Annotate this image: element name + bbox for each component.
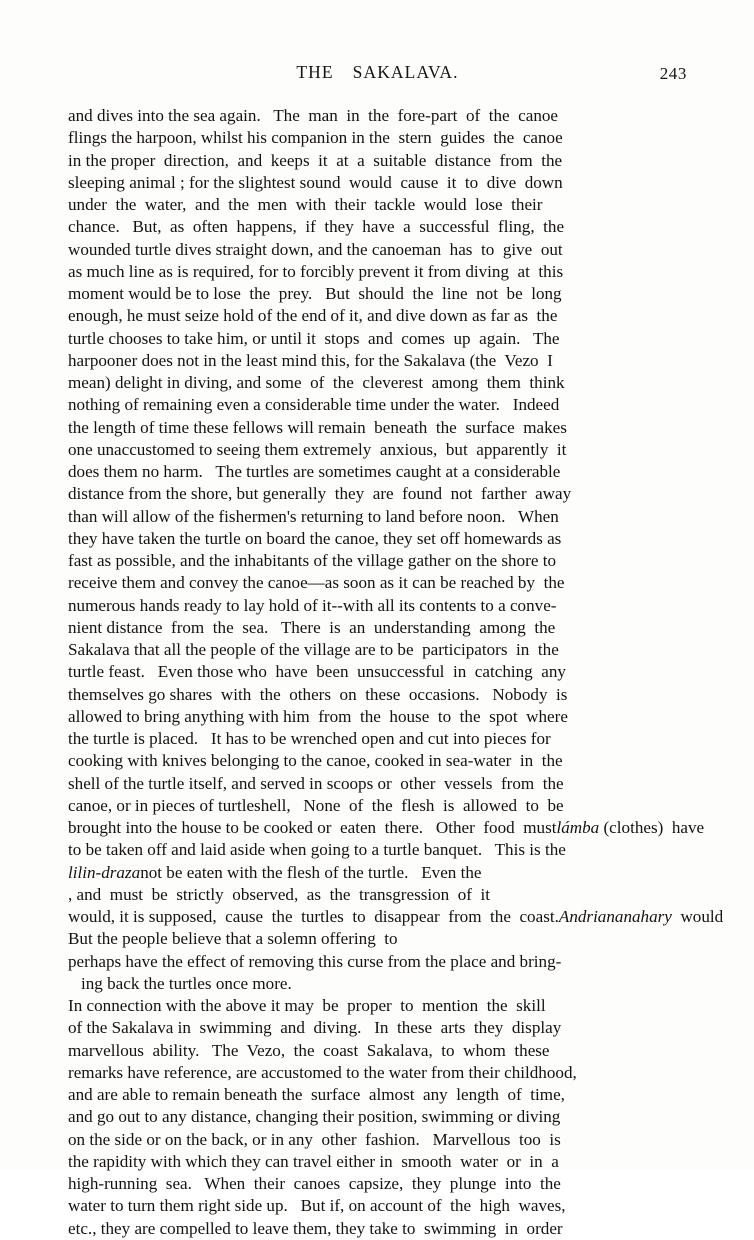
line-text-run: brought into the house to be cooked or eaten there. Other food must <box>68 818 557 837</box>
text-line: turtle feast. Even those who have been unsuccessful in catching any <box>68 662 566 682</box>
italic-term-andriananahary: Andriananahary <box>558 907 672 926</box>
text-line: and go out to any distance, changing their position, swimming or diving <box>68 1107 561 1127</box>
text-line: marvellous ability. The Vezo, the coast Sakalava, to whom these <box>68 1040 550 1060</box>
text-line: of the Sakalava in swimming and diving. In these arts they display <box>68 1018 562 1038</box>
text-line: canoe, or in pieces of turtleshell, None of the flesh is allowed to be <box>68 795 564 815</box>
paragraph-start-line <box>68 973 688 995</box>
text-line: under the water, and the men with their tackle would lose their <box>68 195 543 214</box>
text-line: Sakalava that all the people of the village are to be participators in the <box>68 640 559 659</box>
text-line: nient distance from the sea. There is an understanding among the <box>68 617 556 637</box>
running-head <box>68 62 687 88</box>
text-line: numerous hands ready to lay hold of it--with all its contents to a conve- <box>68 595 557 615</box>
page-title: THE SAKALAVA. <box>296 62 459 82</box>
line-text-run: would <box>671 907 724 926</box>
text-line: sleeping animal ; for the slightest sound would cause it to dive down <box>68 172 563 192</box>
line-text-run: would, it is supposed, cause the turtles to disappear from the coast. <box>68 907 559 926</box>
text-line: on the side or on the back, or in any other fashion. Marvellous too is <box>68 1129 561 1149</box>
text-line: harpooner does not in the least mind this, for the Sakalava (the Vezo I <box>68 350 553 370</box>
page-number: 243 <box>659 64 687 83</box>
text-line: and dives into the sea again. The man in the fore-part of the canoe <box>68 106 559 125</box>
italic-term-lilin-draza: lilin-draza <box>68 862 141 882</box>
text-line: allowed to bring anything with him from the house to the spot where <box>68 706 568 726</box>
text-line: flings the harpoon, whilst his companion in the stern guides the canoe <box>68 128 563 148</box>
text-line: they have taken the turtle on board the canoe, they set off homewards as <box>68 528 562 548</box>
text-line: than will allow of the fishermen's returning to land before noon. When <box>68 506 559 526</box>
text-line: as much line as is required, for to forcibly prevent it from diving at this <box>68 261 564 281</box>
line-text-run: ing back the turtles once more. <box>81 973 292 993</box>
text-line: nothing of remaining even a considerable time under the water. Indeed <box>68 395 560 415</box>
line-text-run: not be eaten with the flesh of the turtle. Even the <box>140 862 486 882</box>
text-line: fast as possible, and the inhabitants of the village gather on the shore to <box>68 551 556 570</box>
text-line: does them no harm. The turtles are sometimes caught at a considerable <box>68 462 561 481</box>
text-line: mean) delight in diving, and some of the cleverest among them think <box>68 373 565 392</box>
text-line: enough, he must seize hold of the end of it, and dive down as far as the <box>68 306 558 326</box>
text-line: themselves go shares with the others on these occasions. Nobody is <box>68 684 568 704</box>
text-line-with-italic <box>68 817 705 839</box>
text-line: In connection with the above it may be proper to mention the skill <box>68 996 546 1015</box>
line-text-run: (clothes) have <box>599 818 705 837</box>
text-line: perhaps have the effect of removing this curse from the place and bring- <box>68 951 562 971</box>
text-line: the rapidity with which they can travel either in smooth water or in a <box>68 1151 559 1171</box>
text-line: and are able to remain beneath the surface almost any length of time, <box>68 1085 565 1104</box>
text-line: chance. But, as often happens, if they have a successful fling, the <box>68 217 565 237</box>
text-line: wounded turtle dives straight down, and the canoeman has to give out <box>68 239 563 259</box>
text-line: the turtle is placed. It has to be wrenched open and cut into pieces for <box>68 729 551 748</box>
italic-term-lamba: lámba <box>556 818 600 837</box>
text-line: to be taken off and laid aside when going to a turtle banquet. This is the <box>68 840 566 860</box>
text-line: turtle chooses to take him, or until it stops and comes up again. The <box>68 328 560 348</box>
text-line: shell of the turtle itself, and served in scoops or other vessels from the <box>68 773 564 793</box>
text-line: receive them and convey the canoe—as soon as it can be reached by the <box>68 573 565 593</box>
text-line: But the people believe that a solemn offering to <box>68 929 407 949</box>
body-text <box>68 105 724 1240</box>
text-line-with-italic <box>68 862 688 884</box>
text-line: moment would be to lose the prey. But should the line not be long <box>68 284 562 303</box>
text-line: remarks have reference, are accustomed to the water from their childhood, <box>68 1062 577 1082</box>
text-line: etc., they are compelled to leave them, they take to swimming in order <box>68 1218 563 1238</box>
text-line: the length of time these fellows will remain beneath the surface makes <box>68 417 567 437</box>
text-line: in the proper direction, and keeps it at a suitable distance from the <box>68 150 563 170</box>
text-line: , and must be strictly observed, as the transgression of it <box>68 884 491 904</box>
text-line: one unaccustomed to seeing them extremely anxious, but apparently it <box>68 439 567 459</box>
text-line: cooking with knives belonging to the canoe, cooked in sea-water in the <box>68 751 563 771</box>
text-line: water to turn them right side up. But if, on account of the high waves, <box>68 1196 566 1216</box>
text-line: distance from the shore, but generally they are found not farther away <box>68 484 572 504</box>
text-line-with-italic <box>68 906 724 928</box>
text-line: high-running sea. When their canoes capsize, they plunge into the <box>68 1174 561 1193</box>
